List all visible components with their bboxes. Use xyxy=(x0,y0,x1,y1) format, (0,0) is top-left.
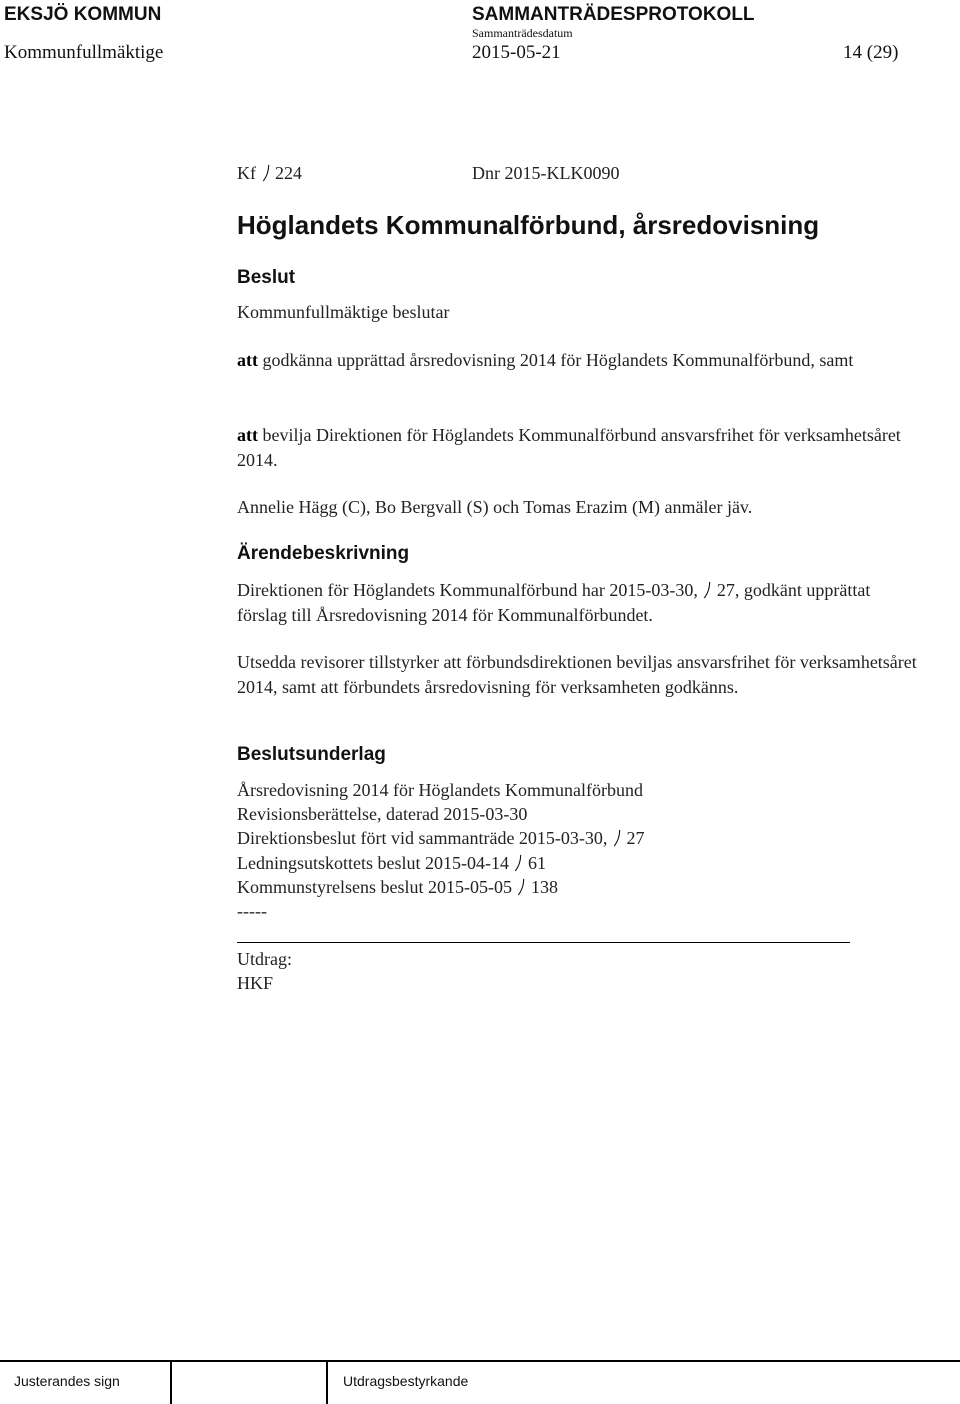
underlag-item-number: 27 xyxy=(626,828,645,848)
beslut-item-1 xyxy=(237,348,917,373)
arende-paragraph-1 xyxy=(237,578,917,627)
org-name: EKSJÖ KOMMUN xyxy=(4,4,162,25)
beslut-intro: Kommunfullmäktige beslutar xyxy=(237,302,450,322)
footer-divider xyxy=(0,1360,960,1362)
jav-statement: Annelie Hägg (C), Bo Bergvall (S) och Tomas Erazim (M) anmäler jäv. xyxy=(237,497,753,517)
underlag-item xyxy=(237,851,546,876)
beslut-item-2 xyxy=(237,423,917,472)
body-name: Kommunfullmäktige xyxy=(4,42,164,63)
page-number: 14 (29) xyxy=(843,42,899,63)
paragraph-icon xyxy=(513,854,523,872)
meeting-date: 2015-05-21 xyxy=(472,42,561,63)
underlag-item-text: Direktionsbeslut fört vid sammanträde 2015-03-30, xyxy=(237,828,608,848)
doc-type: SAMMANTRÄDESPROTOKOLL xyxy=(472,4,755,25)
date-caption: Sammanträdesdatum xyxy=(472,26,573,40)
utdrag-recipient: HKF xyxy=(237,973,274,993)
footer-separator xyxy=(326,1362,328,1404)
sign-label: Justerandes sign xyxy=(14,1373,120,1389)
paragraph-icon xyxy=(261,164,271,182)
underlag-item-text: Ledningsutskottets beslut 2015-04-14 xyxy=(237,853,509,873)
dash-separator: ----- xyxy=(237,901,267,921)
att-keyword: att xyxy=(237,425,258,445)
kf-number: 224 xyxy=(275,163,302,183)
underlag-item xyxy=(237,875,558,900)
underlag-item: Årsredovisning 2014 för Höglandets Kommunalförbund xyxy=(237,780,643,800)
paragraph-icon xyxy=(516,878,526,896)
underlag-item xyxy=(237,826,644,851)
arende-p1-start: Direktionen för Höglandets Kommunalförbund har 2015-03-30, xyxy=(237,580,698,600)
att-keyword: att xyxy=(237,350,258,370)
dnr: Dnr 2015-KLK0090 xyxy=(472,163,620,183)
arende-heading: Ärendebeskrivning xyxy=(237,543,410,564)
cert-label: Utdragsbestyrkande xyxy=(343,1373,469,1389)
beslut-item-1-text: godkänna upprättad årsredovisning 2014 för Höglandets Kommunalförbund, samt xyxy=(262,350,854,370)
underlag-item: Revisionsberättelse, daterad 2015-03-30 xyxy=(237,804,528,824)
utdrag-label: Utdrag: xyxy=(237,949,292,969)
divider xyxy=(237,942,850,943)
footer-separator xyxy=(170,1362,172,1404)
arende-p1-end: 27, godkänt upprättat förslag till Årsredovisning 2014 för Kommunalförbundet. xyxy=(237,580,871,625)
underlag-item-text: Kommunstyrelsens beslut 2015-05-05 xyxy=(237,877,512,897)
arende-paragraph-2: Utsedda revisorer tillstyrker att förbundsdirektionen beviljas ansvarsfrihet för verksamhetsåret 2014, samt att förbundets årsredovisning för verksamheten godkänns. xyxy=(237,652,917,697)
underlag-heading: Beslutsunderlag xyxy=(237,744,386,765)
paragraph-icon xyxy=(702,581,712,599)
beslut-item-2-text: bevilja Direktionen för Höglandets Kommunalförbund ansvarsfrihet för verksamhetsåret 2014. xyxy=(237,425,901,470)
kf-ref xyxy=(237,163,302,184)
underlag-item-number: 61 xyxy=(527,853,546,873)
beslut-heading: Beslut xyxy=(237,267,296,288)
paragraph-icon xyxy=(612,829,622,847)
underlag-item-number: 138 xyxy=(530,877,558,897)
kf-prefix: Kf xyxy=(237,163,256,183)
page-title: Höglandets Kommunalförbund, årsredovisning xyxy=(237,210,820,240)
